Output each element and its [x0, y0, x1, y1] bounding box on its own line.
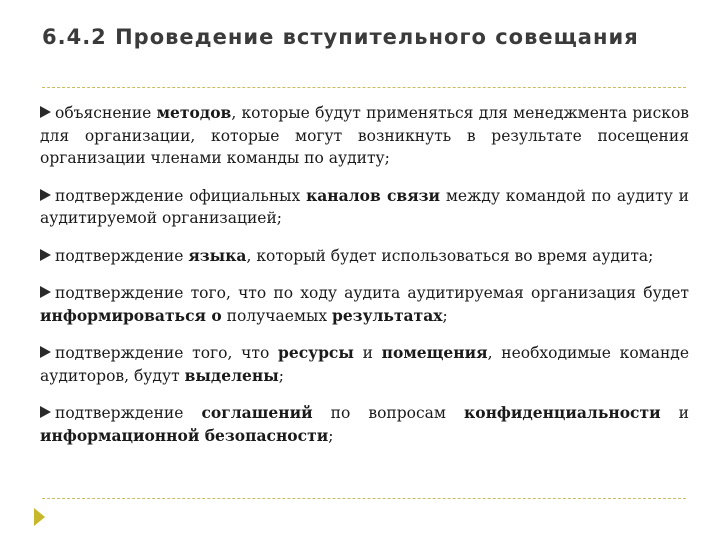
arrow-bullet-icon [40, 189, 51, 201]
text-segment: , который будет использоваться во время аудита; [246, 246, 654, 265]
list-item [40, 102, 689, 170]
text-segment: ; [278, 366, 285, 385]
text-segment: получаемых [221, 306, 332, 325]
item-text [40, 104, 689, 167]
arrow-bullet-icon [40, 346, 51, 358]
bullet-list [40, 102, 689, 462]
text-segment: подтверждение официальных [55, 186, 307, 205]
text-segment: ; [442, 306, 448, 325]
item-text [40, 187, 689, 228]
bold-term: каналов связи [306, 185, 441, 205]
arrow-bullet-icon [40, 249, 51, 261]
bold-term: ресурсы [278, 343, 354, 362]
text-segment: подтверждение того, что [55, 344, 279, 362]
text-segment: и [660, 404, 689, 422]
text-segment: , которые будут применяться для менеджмента рисков для организации, которые могут возникнуть в результате посещения организации членами команды по аудиту; [40, 104, 689, 167]
list-item [40, 245, 689, 268]
bold-term: конфиденциальности [464, 403, 661, 422]
list-item [40, 185, 689, 230]
text-segment: между командой по аудиту и аудитируемой организацией; [40, 186, 689, 227]
corner-triangle-icon [34, 508, 45, 526]
item-text [40, 284, 689, 325]
arrow-bullet-icon [40, 286, 51, 298]
slide-title: 6.4.2 Проведение вступительного совещания [42, 25, 639, 49]
text-segment: ; [328, 426, 334, 445]
bold-term: результатах [331, 305, 443, 325]
text-segment: подтверждение того, что по ходу аудита аудитируемая организация будет [55, 284, 689, 302]
text-segment: по вопросам [312, 404, 465, 422]
bold-term: информироваться о [40, 305, 222, 325]
item-text [40, 404, 689, 445]
list-item [40, 342, 689, 387]
arrow-bullet-icon [40, 106, 51, 118]
list-item [40, 402, 689, 447]
text-segment: подтверждение [55, 246, 189, 265]
bold-term: языка [188, 245, 247, 265]
item-text [55, 247, 653, 265]
text-segment: объяснение [55, 104, 157, 122]
bold-term: информационной безопасности [40, 425, 329, 445]
bold-term: методов [156, 103, 232, 122]
bold-term: выделены [184, 365, 279, 385]
arrow-bullet-icon [40, 406, 51, 418]
text-segment: подтверждение [55, 404, 202, 422]
text-segment: и [353, 344, 382, 362]
bold-term: помещения [381, 343, 488, 362]
text-segment: , необходимые команде аудиторов, будут [40, 344, 689, 385]
bold-term: соглашений [201, 403, 313, 422]
bottom-divider [42, 498, 686, 499]
item-text [40, 344, 689, 385]
top-divider [42, 87, 686, 88]
list-item [40, 282, 689, 327]
